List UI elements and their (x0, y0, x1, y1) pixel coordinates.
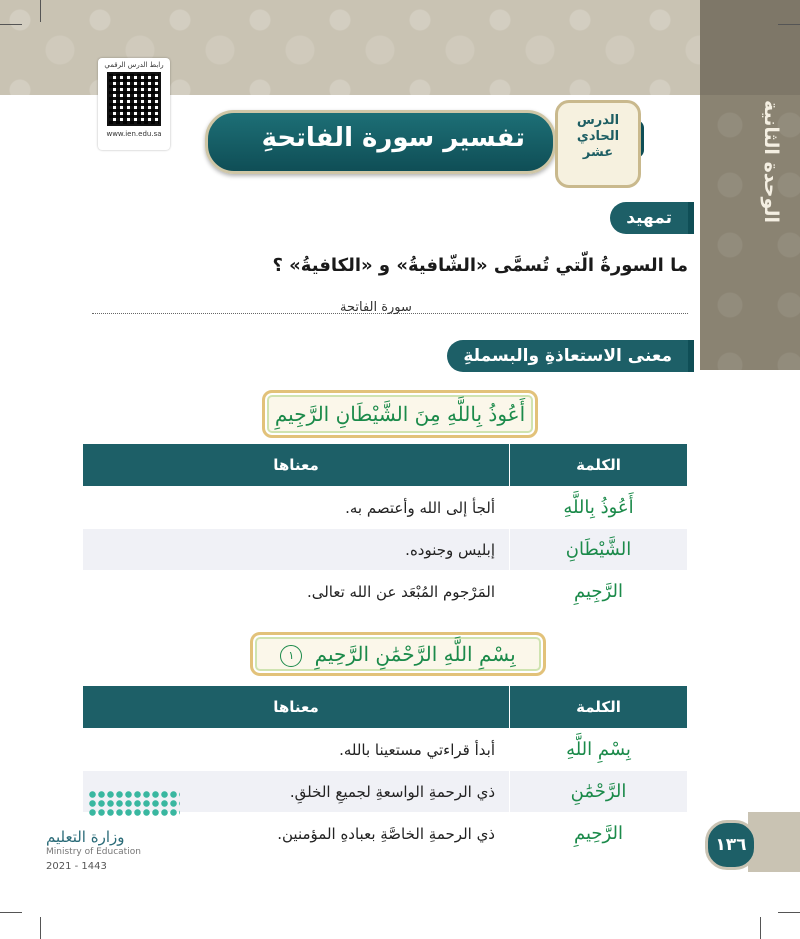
word-cell: بِسْمِ اللَّهِ (510, 729, 688, 771)
word-cell: أَعُوذُ بِاللَّهِ (510, 487, 688, 529)
table-row (83, 571, 688, 613)
edition-year: 2021 - 1443 (46, 861, 107, 872)
word-cell: الرَّحِيمِ (510, 813, 688, 855)
lesson-badge-line: الحادي (576, 129, 620, 144)
section-heading-meanings: معنى الاستعاذةِ والبسملةِ (447, 340, 688, 372)
intro-question: ما السورةُ الّتي تُسمَّى «الشّافيةُ» و «الكافيةُ» ؟ (272, 255, 688, 276)
crop-mark (760, 917, 761, 939)
word-cell: الرَّجِيمِ (510, 571, 688, 613)
column-header-word: الكلمة (510, 444, 688, 487)
basmala-verse (250, 632, 546, 676)
isti-adha-table (82, 443, 688, 613)
word-cell: الشَّيْطَانِ (510, 529, 688, 571)
basmala-table (82, 685, 688, 855)
meaning-cell: إبليس وجنوده. (83, 529, 510, 571)
table-row (83, 529, 688, 571)
ministry-logo-icon (88, 790, 180, 816)
meaning-cell: ذي الرحمةِ الواسعةِ لجميعِ الخلقِ. (83, 771, 510, 813)
page-number: ١٣٦ (705, 820, 757, 870)
lesson-title: تفسير سورة الفاتحةِ (261, 123, 525, 153)
lesson-number-badge (555, 100, 641, 188)
column-header-meaning: معناها (83, 686, 510, 729)
word-cell: الرَّحْمَٰنِ (510, 771, 688, 813)
qr-code-icon[interactable] (107, 72, 161, 126)
lesson-title-banner (205, 110, 556, 174)
lesson-badge-line: الدرس (576, 113, 620, 128)
crop-mark (40, 917, 41, 939)
column-header-meaning: معناها (83, 444, 510, 487)
isti-adha-verse: أَعُوذُ بِاللَّهِ مِنَ الشَّيْطَانِ الرَّجِيمِ (262, 390, 538, 438)
crop-mark (778, 24, 800, 25)
table-row (83, 487, 688, 529)
basmala-text: بِسْمِ اللَّهِ الرَّحْمَٰنِ الرَّحِيمِ (314, 642, 516, 666)
meaning-cell: ذي الرحمةِ الخاصَّةِ بعبادهِ المؤمنين. (83, 813, 510, 855)
meaning-cell: أبدأ قراءتي مستعينا بالله. (83, 729, 510, 771)
table-row (83, 729, 688, 771)
answer-text: سورة الفاتحة (340, 300, 412, 315)
lesson-badge-line: عشر (582, 145, 614, 160)
digital-lesson-qr[interactable] (98, 58, 170, 150)
qr-title: رابط الدرس الرقمي (104, 61, 164, 69)
qr-url[interactable]: www.ien.edu.sa (106, 130, 162, 138)
ayah-number-icon: ١ (280, 645, 302, 667)
table-header-row (83, 444, 688, 487)
ministry-name-ar: وزارة التعليم (46, 828, 125, 846)
crop-mark (0, 912, 22, 913)
table-header-row (83, 686, 688, 729)
unit-label: الوحدة الثانية (760, 100, 782, 224)
crop-mark (0, 24, 22, 25)
section-heading-intro: تمهيد (610, 202, 688, 234)
meaning-cell: ألجأ إلى الله وأعتصم به. (83, 487, 510, 529)
crop-mark (778, 912, 800, 913)
crop-mark (40, 0, 41, 22)
unit-side-band-pattern (700, 95, 800, 370)
column-header-word: الكلمة (510, 686, 688, 729)
ministry-name-en: Ministry of Education (46, 847, 141, 857)
meaning-cell: المَرْجوم المُبْعَد عن الله تعالى. (83, 571, 510, 613)
table-row (83, 813, 688, 855)
